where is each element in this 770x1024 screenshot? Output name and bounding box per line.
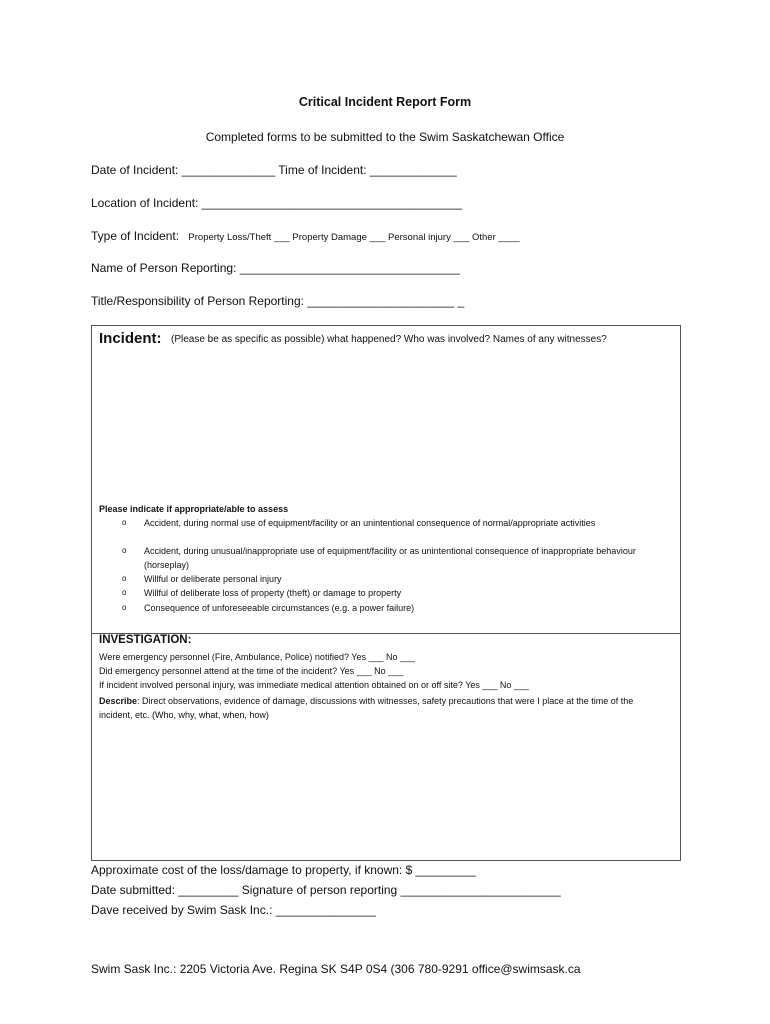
- bullet-icon: o: [122, 574, 127, 583]
- assess-heading: Please indicate if appropriate/able to assess: [99, 504, 289, 514]
- investigation-section[interactable]: [91, 632, 681, 861]
- question-emergency-notified[interactable]: Were emergency personnel (Fire, Ambulance, Police) notified? Yes ___ No ___: [99, 652, 416, 662]
- bullet-icon: o: [122, 603, 127, 612]
- assess-option-text: Accident, during normal use of equipment/facility or an unintentional consequence of normal/appropriate activities: [144, 518, 596, 528]
- type-label: Type of Incident:: [91, 229, 180, 243]
- type-of-incident-field[interactable]: [91, 229, 520, 243]
- investigation-heading: INVESTIGATION:: [99, 634, 192, 646]
- form-title: Critical Incident Report Form: [298, 95, 472, 109]
- describe-prompt: [99, 694, 669, 722]
- bullet-icon: o: [122, 546, 127, 555]
- assess-option-text: Consequence of unforeseeable circumstances (e.g. a power failure): [144, 603, 415, 613]
- name-reporting-field[interactable]: Name of Person Reporting: _________________________________: [91, 261, 460, 275]
- bullet-icon: o: [122, 518, 127, 527]
- assess-option-text: Accident, during unusual/inappropriate use of equipment/facility or as unintentional consequence of inappropriate behaviour (horseplay): [144, 546, 636, 570]
- describe-text: : Direct observations, evidence of damage, discussions with witnesses, safety precautions that were I place at the time of the incident, etc. (Who, why, what, when, how): [99, 696, 634, 720]
- date-submitted-signature-field[interactable]: Date submitted: _________ Signature of person reporting ________________________: [91, 883, 561, 897]
- location-field[interactable]: Location of Incident: _______________________________________: [91, 196, 463, 210]
- describe-label: Describe: [99, 696, 138, 706]
- date-received-field[interactable]: Dave received by Swim Sask Inc.: _______________: [91, 903, 376, 917]
- incident-description: (Please be as specific as possible) what happened? Who was involved? Names of any witnesses?: [171, 334, 607, 345]
- title-reporting-field[interactable]: Title/Responsibility of Person Reporting: ______________________ _: [91, 294, 465, 308]
- assess-option-text: Willful of deliberate loss of property (theft) or damage to property: [144, 588, 402, 598]
- cost-field[interactable]: Approximate cost of the loss/damage to property, if known: $ _________: [91, 863, 476, 877]
- form-subtitle: Completed forms to be submitted to the Swim Saskatchewan Office: [205, 130, 565, 144]
- incident-section[interactable]: [91, 325, 681, 634]
- type-options[interactable]: Property Loss/Theft ___ Property Damage ___ Personal injury ___ Other ____: [188, 232, 520, 243]
- bullet-icon: o: [122, 588, 127, 597]
- footer-contact: Swim Sask Inc.: 2205 Victoria Ave. Regina SK S4P 0S4 (306 780-9291 office@swimsask.ca: [91, 962, 581, 976]
- question-medical-attention[interactable]: If incident involved personal injury, was immediate medical attention obtained on or off site? Yes ___ No ___: [99, 680, 529, 690]
- date-time-field[interactable]: Date of Incident: ______________ Time of Incident: _____________: [91, 163, 457, 177]
- assess-option-text: Willful or deliberate personal injury: [144, 574, 282, 584]
- incident-heading: Incident:: [99, 330, 162, 347]
- question-emergency-attended[interactable]: Did emergency personnel attend at the time of the incident? Yes ___ No ___: [99, 666, 404, 676]
